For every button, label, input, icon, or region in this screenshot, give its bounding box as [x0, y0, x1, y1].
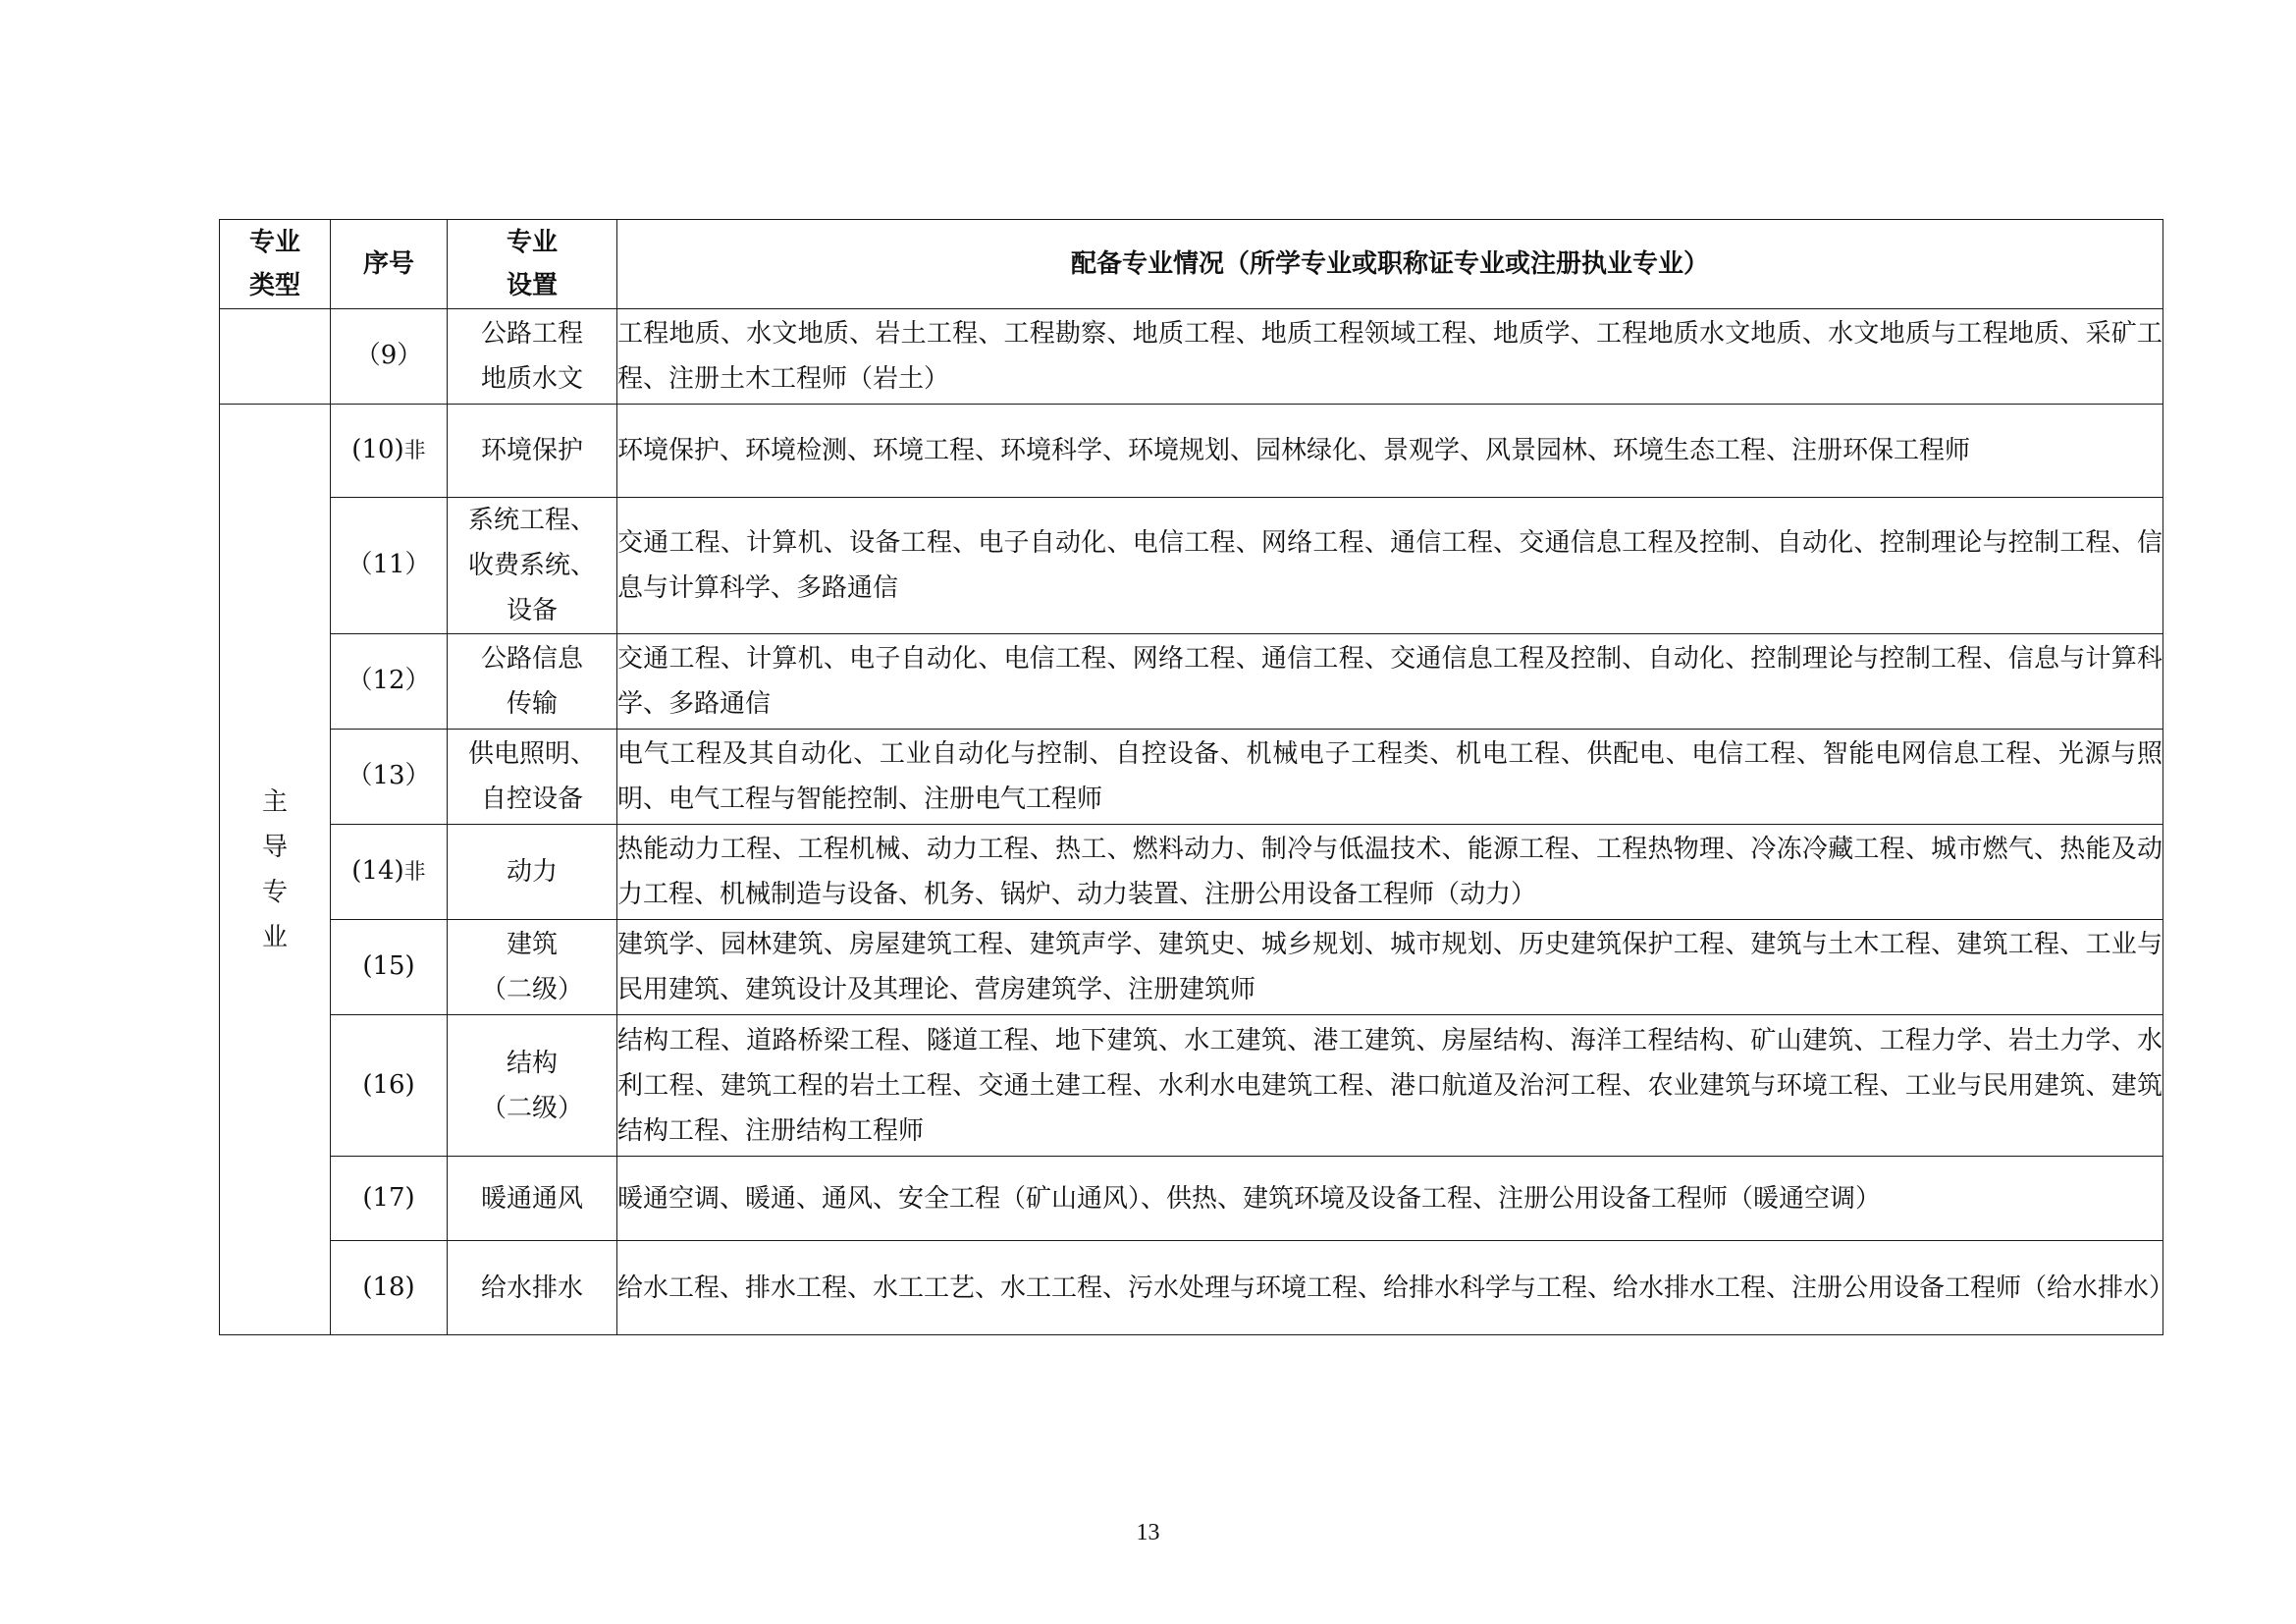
- row-setting: 公路工程 地质水文: [448, 309, 617, 405]
- table-row: [220, 825, 2163, 920]
- row-setting: 环境保护: [448, 405, 617, 498]
- group-label-char: 专: [261, 877, 288, 907]
- table-row: [220, 634, 2163, 730]
- group-label-char: 业: [261, 922, 288, 952]
- table-row: [220, 920, 2163, 1015]
- table-row: [220, 730, 2163, 825]
- header-description: 配备专业情况（所学专业或职称证专业或注册执业专业）: [617, 220, 2163, 309]
- row-description: 结构工程、道路桥梁工程、隧道工程、地下建筑、水工建筑、港工建筑、房屋结构、海洋工程结构、矿山建筑、工程力学、岩土力学、水利工程、建筑工程的岩土工程、交通土建工程、水利水电建筑工程、港口航道及治河工程、农业建筑与环境工程、工业与民用建筑、建筑结构工程、注册结构工程师: [617, 1015, 2163, 1157]
- table-row: [220, 309, 2163, 405]
- row-description: 给水工程、排水工程、水工工艺、水工工程、污水处理与环境工程、给排水科学与工程、给水排水工程、注册公用设备工程师（给水排水）: [617, 1241, 2163, 1335]
- row-number: (15): [331, 920, 448, 1015]
- header-setting: [448, 220, 617, 309]
- row-description: 工程地质、水文地质、岩土工程、工程勘察、地质工程、地质工程领域工程、地质学、工程地质水文地质、水文地质与工程地质、采矿工程、注册土木工程师（岩土）: [617, 309, 2163, 405]
- header-type: [220, 220, 331, 309]
- group-label-char: 主: [261, 786, 288, 817]
- table-row: [220, 1157, 2163, 1241]
- row-setting: 给水排水: [448, 1241, 617, 1335]
- row-number: （13）: [331, 730, 448, 825]
- row-number: (14)非: [331, 825, 448, 920]
- table-row: [220, 1015, 2163, 1157]
- page-number: 13: [1136, 1520, 1160, 1545]
- row-number: (18): [331, 1241, 448, 1335]
- row-description: 交通工程、计算机、电子自动化、电信工程、网络工程、通信工程、交通信息工程及控制、自动化、控制理论与控制工程、信息与计算科学、多路通信: [617, 634, 2163, 730]
- row-setting: 结构 （二级）: [448, 1015, 617, 1157]
- row-setting: 系统工程、 收费系统、 设备: [448, 498, 617, 634]
- row-description: 电气工程及其自动化、工业自动化与控制、自控设备、机械电子工程类、机电工程、供配电、电信工程、智能电网信息工程、光源与照明、电气工程与智能控制、注册电气工程师: [617, 730, 2163, 825]
- table-row: [220, 1241, 2163, 1335]
- header-setting-line2: 设置: [506, 271, 558, 300]
- header-type-line1: 专业: [248, 228, 300, 257]
- header-setting-line1: 专业: [506, 228, 558, 257]
- row-setting: 供电照明、 自控设备: [448, 730, 617, 825]
- row-description: 热能动力工程、工程机械、动力工程、热工、燃料动力、制冷与低温技术、能源工程、工程热物理、冷冻冷藏工程、城市燃气、热能及动力工程、机械制造与设备、机务、锅炉、动力装置、注册公用设备工程师（动力）: [617, 825, 2163, 920]
- row-number: (16): [331, 1015, 448, 1157]
- row-setting: 公路信息 传输: [448, 634, 617, 730]
- header-type-line2: 类型: [248, 271, 300, 300]
- row-number: (17): [331, 1157, 448, 1241]
- table-row: [220, 498, 2163, 634]
- row-number: （9）: [331, 309, 448, 405]
- specialty-table: [219, 219, 2175, 1335]
- row-number: （11）: [331, 498, 448, 634]
- row-description: 建筑学、园林建筑、房屋建筑工程、建筑声学、建筑史、城乡规划、城市规划、历史建筑保护工程、建筑与土木工程、建筑工程、工业与民用建筑、建筑设计及其理论、营房建筑学、注册建筑师: [617, 920, 2163, 1015]
- row-setting: 建筑 （二级）: [448, 920, 617, 1015]
- row-number: （12）: [331, 634, 448, 730]
- row-setting: 动力: [448, 825, 617, 920]
- row-number: (10)非: [331, 405, 448, 498]
- table-row: [220, 405, 2163, 498]
- row-description: 交通工程、计算机、设备工程、电子自动化、电信工程、网络工程、通信工程、交通信息工程及控制、自动化、控制理论与控制工程、信息与计算科学、多路通信: [617, 498, 2163, 634]
- row-setting: 暖通通风: [448, 1157, 617, 1241]
- group-label-char: 导: [261, 832, 288, 862]
- type-cell-empty: [220, 309, 331, 405]
- header-no: 序号: [331, 220, 448, 309]
- group-label-cell: [220, 405, 331, 1335]
- row-description: 环境保护、环境检测、环境工程、环境科学、环境规划、园林绿化、景观学、风景园林、环境生态工程、注册环保工程师: [617, 405, 2163, 498]
- table-header-row: [220, 220, 2163, 309]
- row-description: 暖通空调、暖通、通风、安全工程（矿山通风）、供热、建筑环境及设备工程、注册公用设备工程师（暖通空调）: [617, 1157, 2163, 1241]
